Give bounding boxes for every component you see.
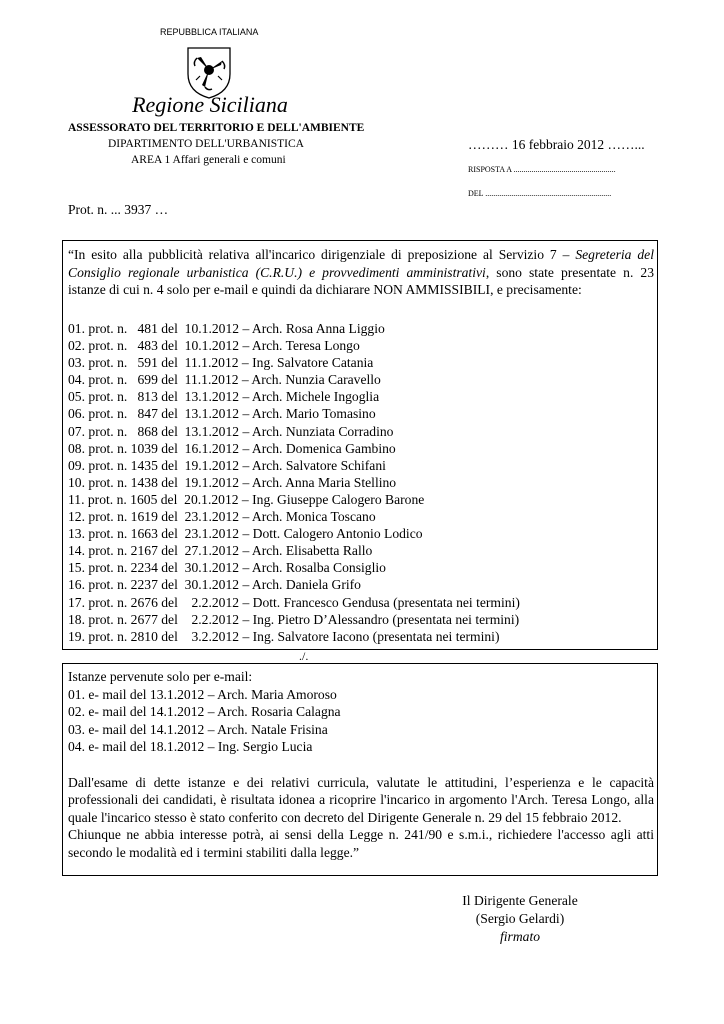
list-item: 09. prot. n. 1435 del 19.1.2012 – Arch. Salvatore Schifani xyxy=(68,457,386,473)
list-item: 04. e- mail del 18.1.2012 – Ing. Sergio Lucia xyxy=(68,739,313,755)
area-label: AREA 1 Affari generali e comuni xyxy=(131,154,286,166)
continuation-mark: ./. xyxy=(299,649,309,663)
list-item: 04. prot. n. 699 del 11.1.2012 – Arch. Nunzia Caravello xyxy=(68,372,381,388)
access-paragraph: Chiunque ne abbia interesse potrà, ai sensi della Legge n. 241/90 e s.m.i., richiedere l'accesso agli atti secondo le modalità ed i termini stabiliti dalla legge.” xyxy=(68,827,654,860)
signature-status: firmato xyxy=(499,929,541,944)
list-item: 01. e- mail del 13.1.2012 – Arch. Maria Amoroso xyxy=(68,686,337,702)
reply-to-field: RISPOSTA A ................................................... xyxy=(468,165,616,174)
outcome-paragraph: Dall'esame di dette istanze e dei relativi curricula, valutate le attitudini, l’esperienza e le capacità professionali dei candidati, è risultata idonea a ricoprire l'incarico in argomento l'Arch. Teresa Longo, alla quale l'incarico stesso è stato conferito con decreto del Dirigente Generale n. 29 del 15 febbraio 2012. xyxy=(68,774,654,825)
email-section-heading: Istanze pervenute solo per e-mail: xyxy=(68,669,253,684)
list-item: 15. prot. n. 2234 del 30.1.2012 – Arch. Rosalba Consiglio xyxy=(68,560,386,576)
region-title: Regione Siciliana xyxy=(132,92,288,117)
list-item: 02. prot. n. 483 del 10.1.2012 – Arch. Teresa Longo xyxy=(68,338,360,354)
list-item: 19. prot. n. 2810 del 3.2.2012 – Ing. Salvatore Iacono (presentata nei termini) xyxy=(68,628,500,644)
department-label: DIPARTIMENTO DELL'URBANISTICA xyxy=(108,138,304,150)
republic-label: REPUBBLICA ITALIANA xyxy=(160,27,259,37)
assessorato-label: ASSESSORATO DEL TERRITORIO E DELL'AMBIENTE xyxy=(68,122,365,134)
list-item: 07. prot. n. 868 del 13.1.2012 – Arch. Nunziata Corradino xyxy=(68,423,394,439)
list-item: 16. prot. n. 2237 del 30.1.2012 – Arch. Daniela Grifo xyxy=(68,577,361,593)
list-item: 14. prot. n. 2167 del 27.1.2012 – Arch. Elisabetta Rallo xyxy=(68,543,373,559)
list-item: 17. prot. n. 2676 del 2.2.2012 – Dott. Francesco Gendusa (presentata nei termini) xyxy=(68,594,520,610)
list-item: 03. prot. n. 591 del 11.1.2012 – Ing. Salvatore Catania xyxy=(68,355,374,371)
intro-paragraph: “In esito alla pubblicità relativa all'incarico dirigenziale di preposizione al Servizio 7 – Segreteria del Consiglio regionale urbanistica (C.R.U.) e provvedimenti amministrativi, sono state presentate n. 23 istanze di cui n. 4 solo per e-mail e quindi da dichiarare NON AMMISSIBILI, e precisamente: xyxy=(68,247,655,297)
list-item: 18. prot. n. 2677 del 2.2.2012 – Ing. Pietro D’Alessandro (presentata nei termini) xyxy=(68,611,520,627)
list-item: 13. prot. n. 1663 del 23.1.2012 – Dott. Calogero Antonio Lodico xyxy=(68,526,423,542)
signatory-name: (Sergio Gelardi) xyxy=(475,911,565,926)
protocol-number: Prot. n. ... 3937 … xyxy=(68,202,169,217)
del-field: DEL ............................................................... xyxy=(468,189,612,198)
list-item: 12. prot. n. 1619 del 23.1.2012 – Arch. Monica Toscano xyxy=(68,509,376,525)
email-section xyxy=(68,668,654,862)
document-date: ……… 16 febbraio 2012 ……... xyxy=(468,137,645,152)
list-item: 03. e- mail del 14.1.2012 – Arch. Natale Frisina xyxy=(68,721,328,737)
signature-block xyxy=(440,892,600,946)
list-item: 08. prot. n. 1039 del 16.1.2012 – Arch. Domenica Gambino xyxy=(68,440,396,456)
list-item: 01. prot. n. 481 del 10.1.2012 – Arch. Rosa Anna Liggio xyxy=(68,321,385,336)
list-item: 02. e- mail del 14.1.2012 – Arch. Rosaria Calagna xyxy=(68,704,341,720)
list-item: 10. prot. n. 1438 del 19.1.2012 – Arch. Anna Maria Stellino xyxy=(68,474,397,490)
list-item: 05. prot. n. 813 del 13.1.2012 – Arch. Michele Ingoglia xyxy=(68,389,380,405)
list-item: 06. prot. n. 847 del 13.1.2012 – Arch. Mario Tomasino xyxy=(68,406,376,422)
list-item: 11. prot. n. 1605 del 20.1.2012 – Ing. Giuseppe Calogero Barone xyxy=(68,491,425,507)
applications-list xyxy=(68,320,520,645)
signatory-title: Il Dirigente Generale xyxy=(462,893,578,908)
